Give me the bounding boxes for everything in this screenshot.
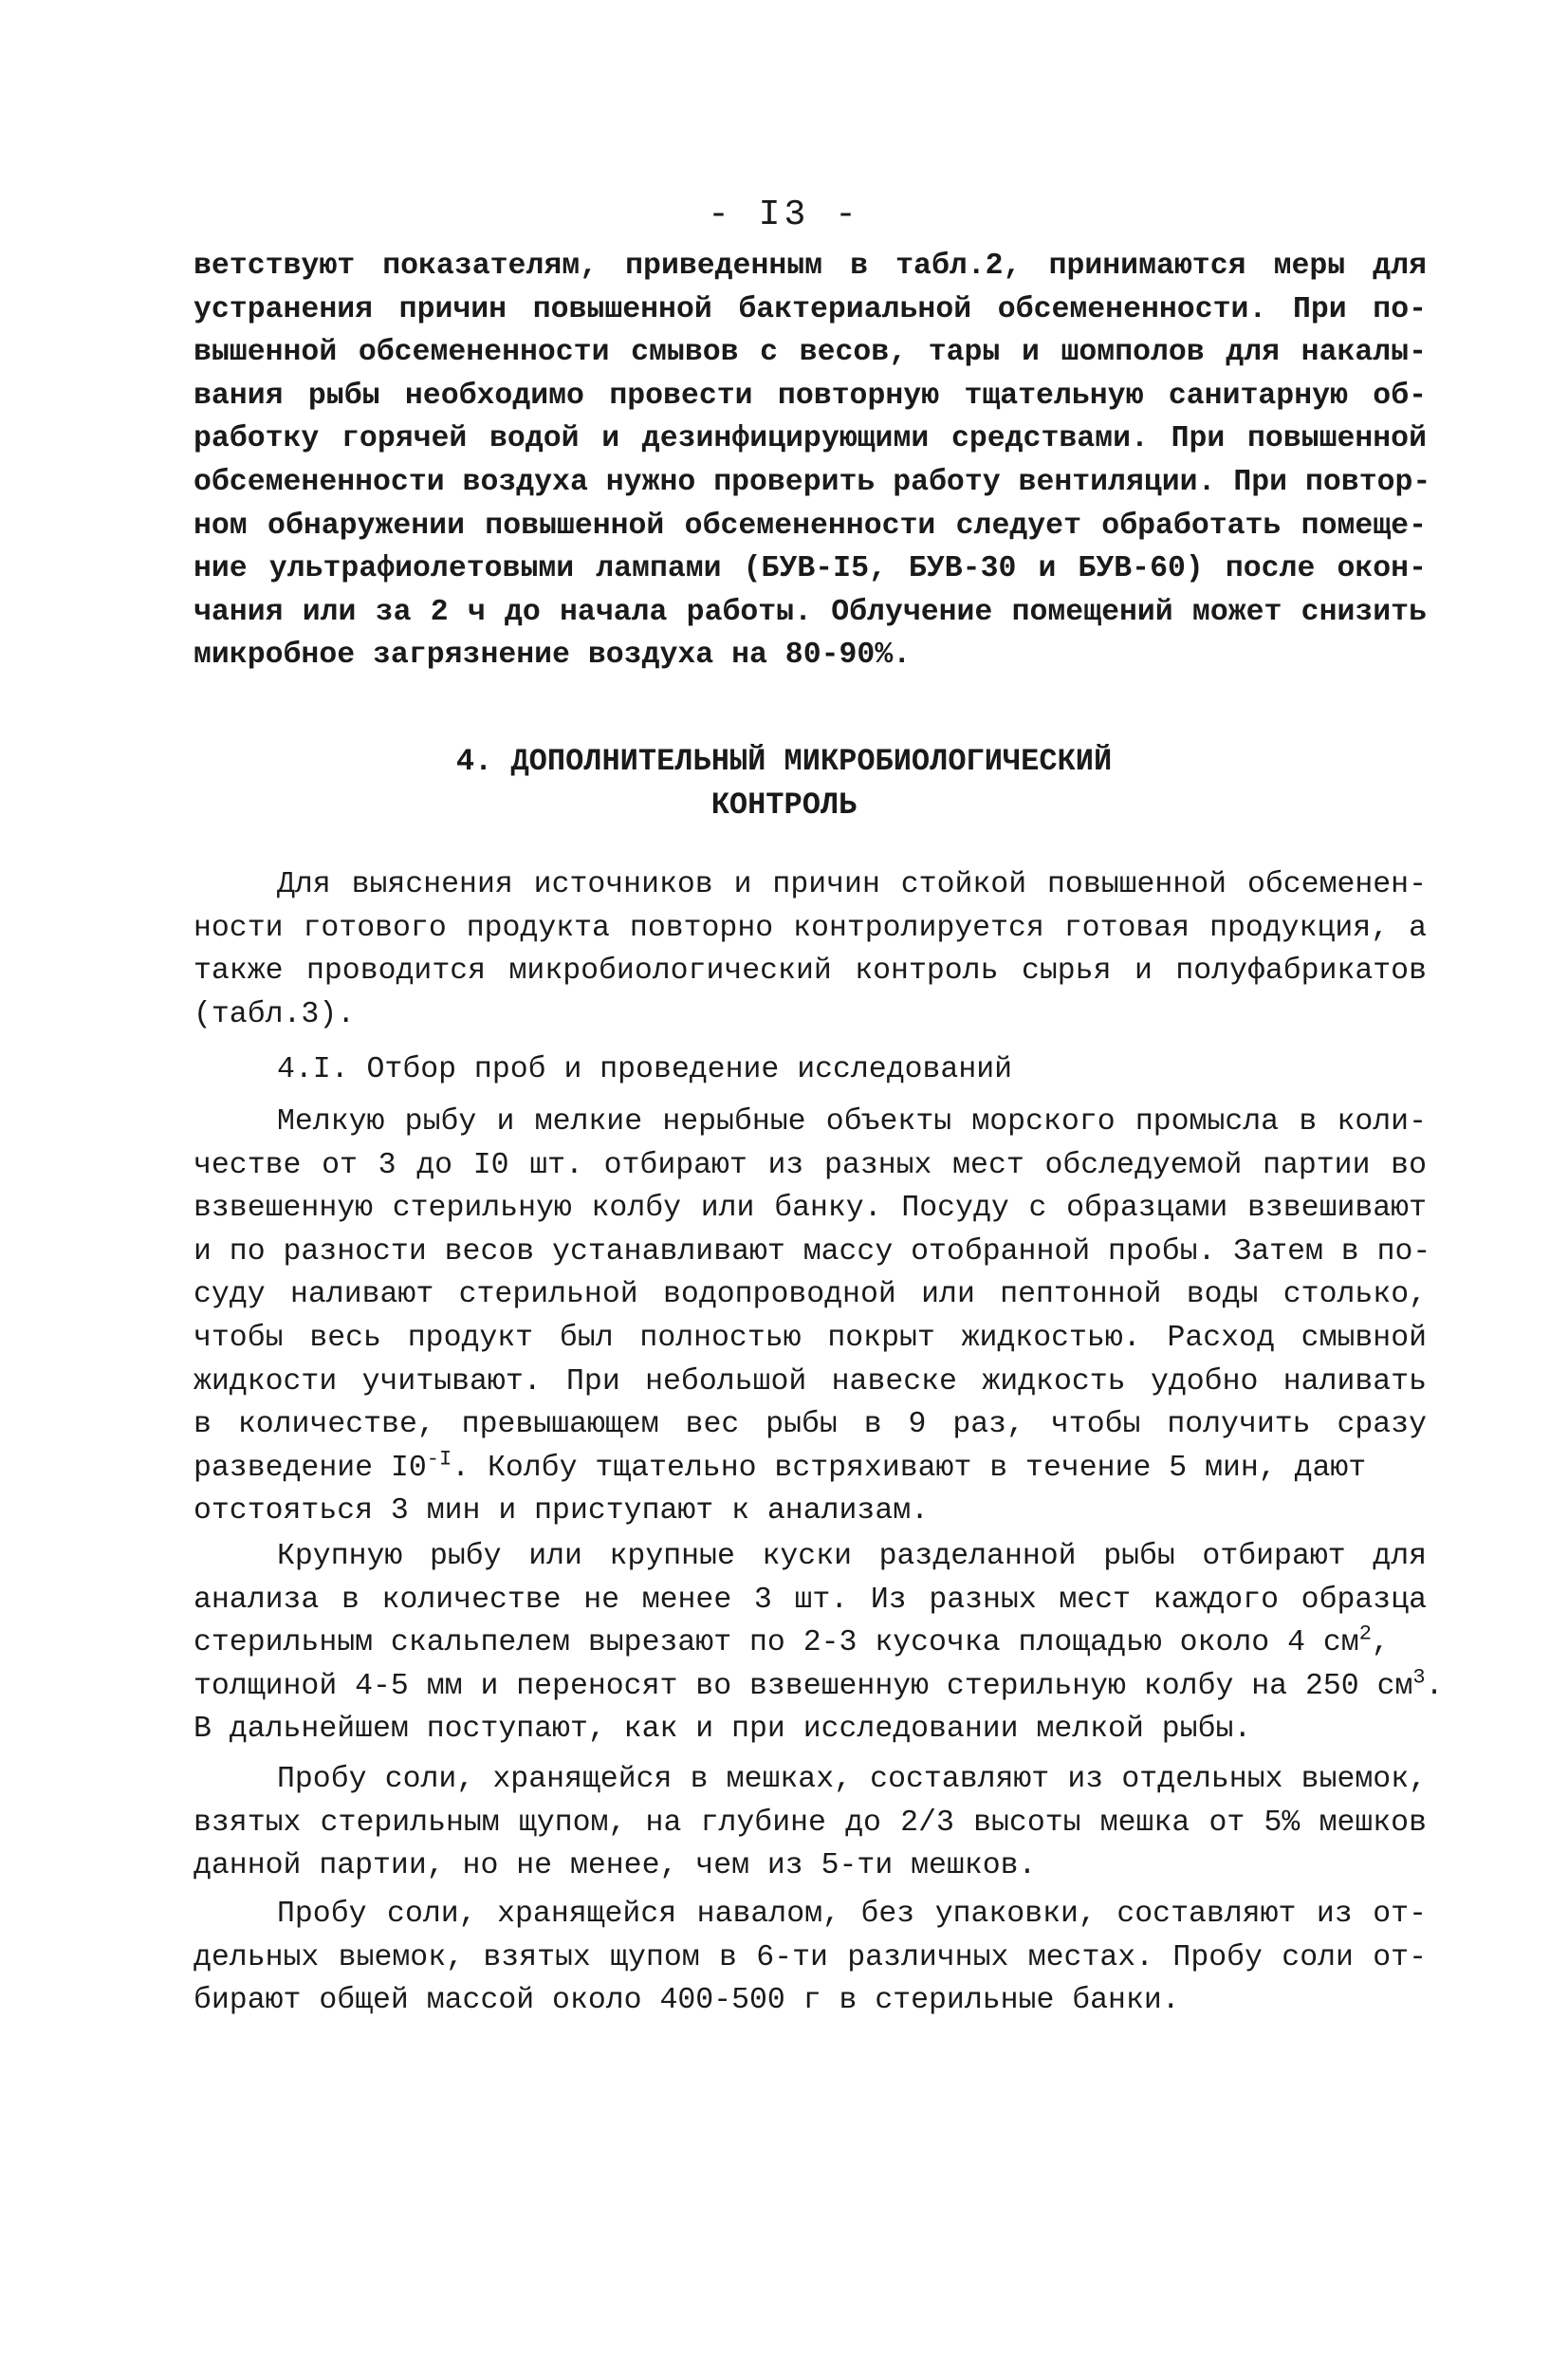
area-text-rest: , [1371,1626,1390,1660]
text-line: бирают общей массой около 400-500 г в стерильные банки. [194,1984,1180,2018]
text-line: честве от 3 до I0 шт. отбирают из разных мест обследуемой партии во [194,1148,1427,1182]
text-line: ветствуют показателям, приведенным в табл.2, принимаются меры для [194,250,1427,283]
text-line: анализа в количестве не менее 3 шт. Из разных мест каждого образца [194,1583,1427,1617]
page-number: - I3 - [708,195,860,235]
text-line: данной партии, но не менее, чем из 5-ти мешков. [194,1849,1037,1883]
section-intro-paragraph [194,863,1427,1036]
section-heading: 4. ДОПОЛНИТЕЛЬНЫЙ МИКРОБИОЛОГИЧЕСКИЙ [455,744,1113,779]
text-line: чания или за 2 ч до начала работы. Облучение помещений может снизить [194,595,1427,629]
text-line: устранения причин повышенной бактериальной обсемененности. При по- [194,292,1427,326]
text-line: суду наливают стерильной водопроводной или пептонной воды столько, [194,1278,1427,1312]
text-line: жидкости учитывают. При небольшой навеске жидкость удобно наливать [194,1364,1427,1399]
text-line: Мелкую рыбу и мелкие нерыбные объекты морского промысла в коли- [277,1105,1427,1139]
text-line: В дальнейшем поступают, как и при исследовании мелкой рыбы. [194,1713,1252,1747]
text-line: и по разности весов устанавливают массу отобранной пробы. Затем в по- [194,1234,1431,1269]
paragraph-small-fish [194,1101,1431,1533]
text-line: Крупную рыбу или крупные куски разделанной рыбы отбирают для [277,1540,1427,1573]
text-line: микробное загрязнение воздуха на 80-90%. [194,639,912,673]
volume-exponent: 3 [1412,1665,1426,1690]
dilution-text: разведение I0 [194,1451,427,1485]
text-line: обсемененности воздуха нужно проверить работу вентиляции. При повтор- [194,465,1431,499]
text-line: вания рыбы необходимо провести повторную тщательную санитарную об- [194,379,1427,413]
paragraph-continuation [194,245,1431,677]
subsection-title: 4.I. Отбор проб и проведение исследований [277,1053,1013,1086]
text-line: работку горячей водой и дезинфицирующими средствами. При повышенной [194,422,1427,456]
text-line: взвешенную стерильную колбу или банку. Посуду с образцами взвешивают [194,1192,1427,1226]
text-line: Для выяснения источников и причин стойкой повышенной обсеменен- [277,868,1427,901]
text-line: в количестве, превышающем вес рыбы в 9 раз, чтобы получить сразу [194,1408,1427,1442]
volume-text: толщиной 4-5 мм и переносят во взвешенную стерильную колбу на 250 см [194,1669,1413,1703]
text-line-area [194,1621,1427,1665]
text-line: чтобы весь продукт был полностью покрыт жидкостью. Расход смывной [194,1321,1427,1355]
text-line: также проводится микробиологический контроль сырья и полуфабрикатов [194,954,1427,989]
dilution-text-rest: . Колбу тщательно встряхивают в течение 5 мин, дают [452,1451,1367,1485]
area-text: стерильным скальпелем вырезают по 2-3 кусочка площадью около 4 см [194,1626,1359,1660]
paragraph-salt-bulk [194,1893,1427,2023]
text-line-dilution [194,1447,1427,1491]
text-line: ном обнаружении повышенной обсемененности следует обработать помеще- [194,509,1427,543]
subsection-title-block [194,1048,1427,1092]
text-line-volume [194,1665,1444,1709]
text-line: (табл.3). [194,997,356,1031]
text-line: ние ультрафиолетовыми лампами (БУВ-I5, БУВ-30 и БУВ-60) после окон- [194,552,1427,586]
text-line: взятых стерильным щупом, на глубине до 2/3 высоты мешка от 5% мешков [194,1806,1427,1840]
text-line: Пробу соли, хранящейся в мешках, составляют из отдельных выемок, [277,1763,1427,1796]
text-line: ности готового продукта повторно контролируется готовая продукция, а [194,911,1427,945]
paragraph-salt-bags [194,1758,1427,1888]
text-line: дельных выемок, взятых щупом в 6-ти различных местах. Пробу соли от- [194,1940,1427,1974]
text-line: вышенной обсемененности смывов с весов, тары и шомполов для накалы- [194,336,1427,370]
paragraph-large-fish [194,1535,1444,1751]
volume-text-rest: . [1425,1669,1444,1703]
text-line: отстояться 3 мин и приступают к анализам. [194,1494,930,1529]
area-exponent: 2 [1358,1621,1372,1646]
text-line: Пробу соли, хранящейся навалом, без упаковки, составляют из от- [277,1898,1427,1931]
section-heading-continued: КОНТРОЛЬ [710,787,858,823]
dilution-exponent: -I [426,1447,452,1472]
